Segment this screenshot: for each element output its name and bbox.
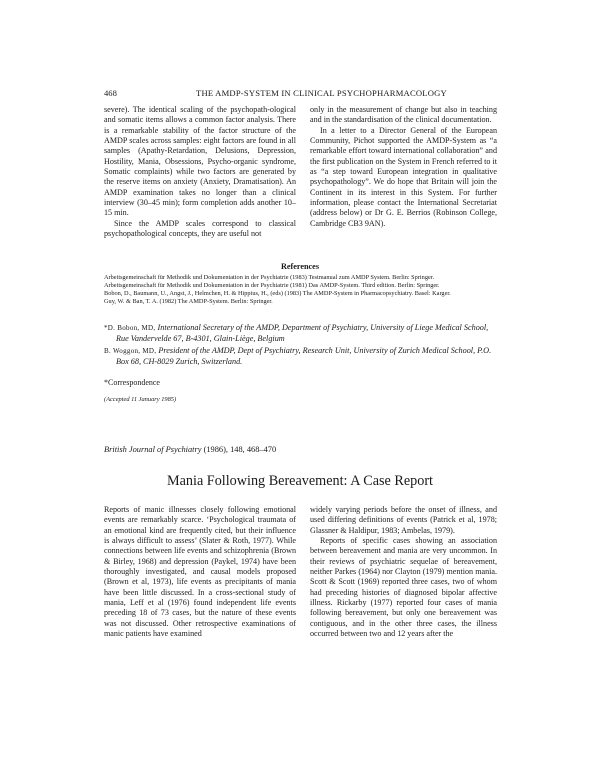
author-name: B. Woggon, bbox=[104, 347, 141, 356]
journal-volume-pages: (1986), 148, 468–470 bbox=[203, 445, 277, 454]
paragraph: Reports of manic illnesses closely following emotional events are remarkably scarce. ‘Psychological traumata of an emotional kind are frequently cited, but their influence is always difficult to assess’ (Slater & Roth, 1977). While connections between life events and schizophrenia (Brown & Birley, 1968) and depression (Paykel, 1974) have been thoroughly investigated, and causal models proposed (Brown et al, 1973), life events as precipitants of mania have been little discussed. In a cross-sectional study of mania, Leff et al (1976) found independent life events preceding 18 of 73 cases, but the nature of these events was not discussed. Other retrospective examinations of manic patients have examined bbox=[104, 505, 296, 639]
accepted-date: (Accepted 11 January 1985) bbox=[104, 396, 177, 403]
reference-item: Guy, W. & Ban, T. A. (1982) The AMDP-System. Berlin: Springer. bbox=[104, 298, 273, 306]
paragraph: Reports of specific cases showing an association between bereavement and mania are very uncommon. In their reviews of psychiatric sequelae of bereavement, neither Parkes (1964) nor Clayton (1979) mention mania. Scott & Scott (1969) reported three cases, two of whom had preceding histories of diagnosed bipolar affective illness. Rickarby (1977) reported four cases of mania following bereavement, but only one bereavement was contiguous, and in the other three cases, the illness occurred between two and 12 years after the bbox=[310, 536, 497, 639]
paragraph: only in the measurement of change but also in teaching and in the standardisation of the clinical documentation. bbox=[310, 105, 497, 125]
article-title: Mania Following Bereavement: A Case Report bbox=[167, 473, 433, 489]
page-number: 468 bbox=[104, 88, 117, 98]
reference-item: Bobon, D., Baumann, U., Angst, J., Helmchen, H. & Hippius, H., (eds) (1983) The AMDP-System in Pharmacopsychiatry. Basel: Karger. bbox=[104, 290, 451, 298]
paragraph: Since the AMDP scales correspond to classical psychopathological concepts, they are useful not bbox=[104, 218, 296, 239]
running-title: THE AMDP-SYSTEM IN CLINICAL PSYCHOPHARMACOLOGY bbox=[196, 88, 447, 98]
journal-citation bbox=[104, 445, 276, 454]
author-addresses bbox=[104, 323, 498, 369]
top-left-column bbox=[104, 105, 296, 239]
reference-item: Arbeitsgemeinschaft für Methodik und Dokumentation in der Psychiatrie (1981) Das AMDP-System. Third edition. Berlin: Springer. bbox=[104, 282, 440, 290]
references-heading: References bbox=[280, 262, 320, 271]
author-name: *D. Bobon, bbox=[104, 324, 140, 332]
correspondence-note: *Correspondence bbox=[104, 378, 160, 387]
author-address bbox=[104, 346, 498, 367]
article-left-column bbox=[104, 505, 296, 639]
top-right-column bbox=[310, 105, 497, 229]
author-degree: MD, bbox=[142, 347, 157, 356]
journal-name: British Journal of Psychiatry bbox=[104, 445, 202, 454]
author-degree: MD, bbox=[141, 324, 156, 332]
reference-item: Arbeitsgemeinschaft für Methodik und Dokumentation in der Psychiatrie (1983) Testmanual zum AMDP System. Berlin: Springer. bbox=[104, 274, 435, 281]
author-affiliation: International Secretary of the AMDP, Department of Psychiatry, University of Liege Medical School, Rue Vandervelde 67, B-4301, Glain-Liège, Belgium bbox=[116, 323, 489, 343]
author-affiliation: President of the AMDP, Dept of Psychiatry, Research Unit, University of Zurich Medical School, P.O. Box 68, CH-8029 Zurich, Switzerland. bbox=[116, 346, 492, 366]
paragraph: In a letter to a Director General of the European Community, Pichot supported the AMDP-System as “a remarkable effort toward international collaboration” and the first publication on the System in French referred to it as “a step toward European integration in qualitative psychopathology”. We do hope that Britain will join the Continent in its interest in this System. For further information, please contact the International Secretariat (address below) or Dr G. E. Berrios (Robinson College, Cambridge CB3 9AN). bbox=[310, 125, 497, 228]
article-right-column bbox=[310, 505, 497, 639]
paragraph: widely varying periods before the onset of illness, and used differing definitions of events (Patrick et al, 1978; Glassner & Haldipur, 1983; Ambelas, 1979). bbox=[310, 505, 497, 535]
reference-list bbox=[104, 274, 497, 306]
paragraph: severe). The identical scaling of the psychopath-ological and somatic items allows a common factor analysis. There is a remarkable stability of the factor structure of the AMDP scales across samples: eight factors are found in all samples (Apathy-Retardation, Delusions, Depression, Hostility, Mania, Obsessions, Psycho-organic syndrome, Somatic complaints) while two factors are generated by the reserve items on anxiety (Anxiety, Dramatisation). An AMDP examination takes no longer than a clinical interview (30–45 min); form completion adds another 10–15 min. bbox=[104, 105, 296, 218]
author-address bbox=[104, 323, 498, 344]
